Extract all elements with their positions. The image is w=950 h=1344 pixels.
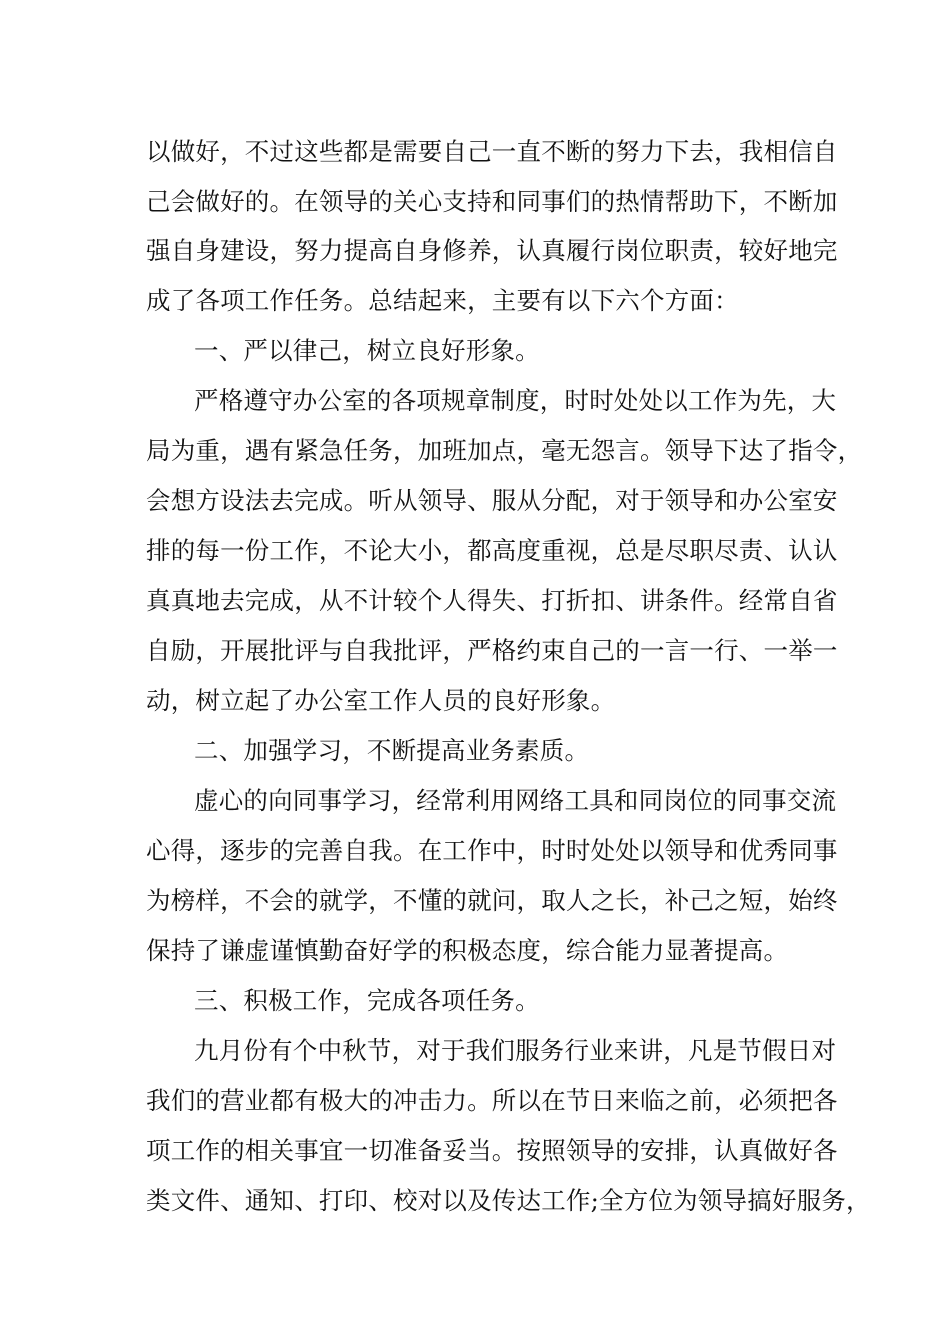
paragraph-line: 真真地去完成，从不计较个人得失、打折扣、讲条件。经常自省: [146, 586, 838, 615]
paragraph-line: 强自身建设，努力提高自身修养，认真履行岗位职责，较好地完: [146, 236, 838, 265]
paragraph-line: 动，树立起了办公室工作人员的良好形象。: [146, 686, 616, 715]
paragraph-line: 虚心的向同事学习，经常利用网络工具和同岗位的同事交流: [194, 786, 837, 815]
paragraph-line: 九月份有个中秋节，对于我们服务行业来讲，凡是节假日对: [194, 1036, 837, 1065]
section-heading: 三、积极工作，完成各项任务。: [194, 986, 540, 1015]
paragraph-line: 保持了谦虚谨慎勤奋好学的积极态度，综合能力显著提高。: [146, 936, 789, 965]
section-heading: 一、严以律己，树立良好形象。: [194, 336, 540, 365]
paragraph-line: 自励，开展批评与自我批评，严格约束自己的一言一行、一举一: [146, 636, 838, 665]
paragraph-line: 项工作的相关事宜一切准备妥当。按照领导的安排，认真做好各: [146, 1136, 838, 1165]
paragraph-line: 以做好，不过这些都是需要自己一直不断的努力下去，我相信自: [146, 137, 838, 166]
paragraph-line: 为榜样，不会的就学，不懂的就问，取人之长，补己之短，始终: [146, 886, 838, 915]
paragraph-line: 己会做好的。在领导的关心支持和同事们的热情帮助下，不断加: [146, 187, 838, 216]
paragraph-line: 严格遵守办公室的各项规章制度，时时处处以工作为先，大: [194, 386, 837, 415]
paragraph-line: 排的每一份工作，不论大小，都高度重视，总是尽职尽责、认认: [146, 536, 838, 565]
paragraph-line: 成了各项工作任务。总结起来，主要有以下六个方面：: [146, 286, 739, 315]
paragraph-line: 局为重，遇有紧急任务，加班加点，毫无怨言。领导下达了指令，: [146, 436, 863, 465]
paragraph-line: 我们的营业都有极大的冲击力。所以在节日来临之前，必须把各: [146, 1086, 838, 1115]
paragraph-line: 类文件、通知、打印、校对以及传达工作;全方位为领导搞好服务，: [146, 1186, 871, 1215]
paragraph-line: 会想方设法去完成。听从领导、服从分配，对于领导和办公室安: [146, 486, 838, 515]
section-heading: 二、加强学习，不断提高业务素质。: [194, 736, 590, 765]
paragraph-line: 心得，逐步的完善自我。在工作中，时时处处以领导和优秀同事: [146, 836, 838, 865]
